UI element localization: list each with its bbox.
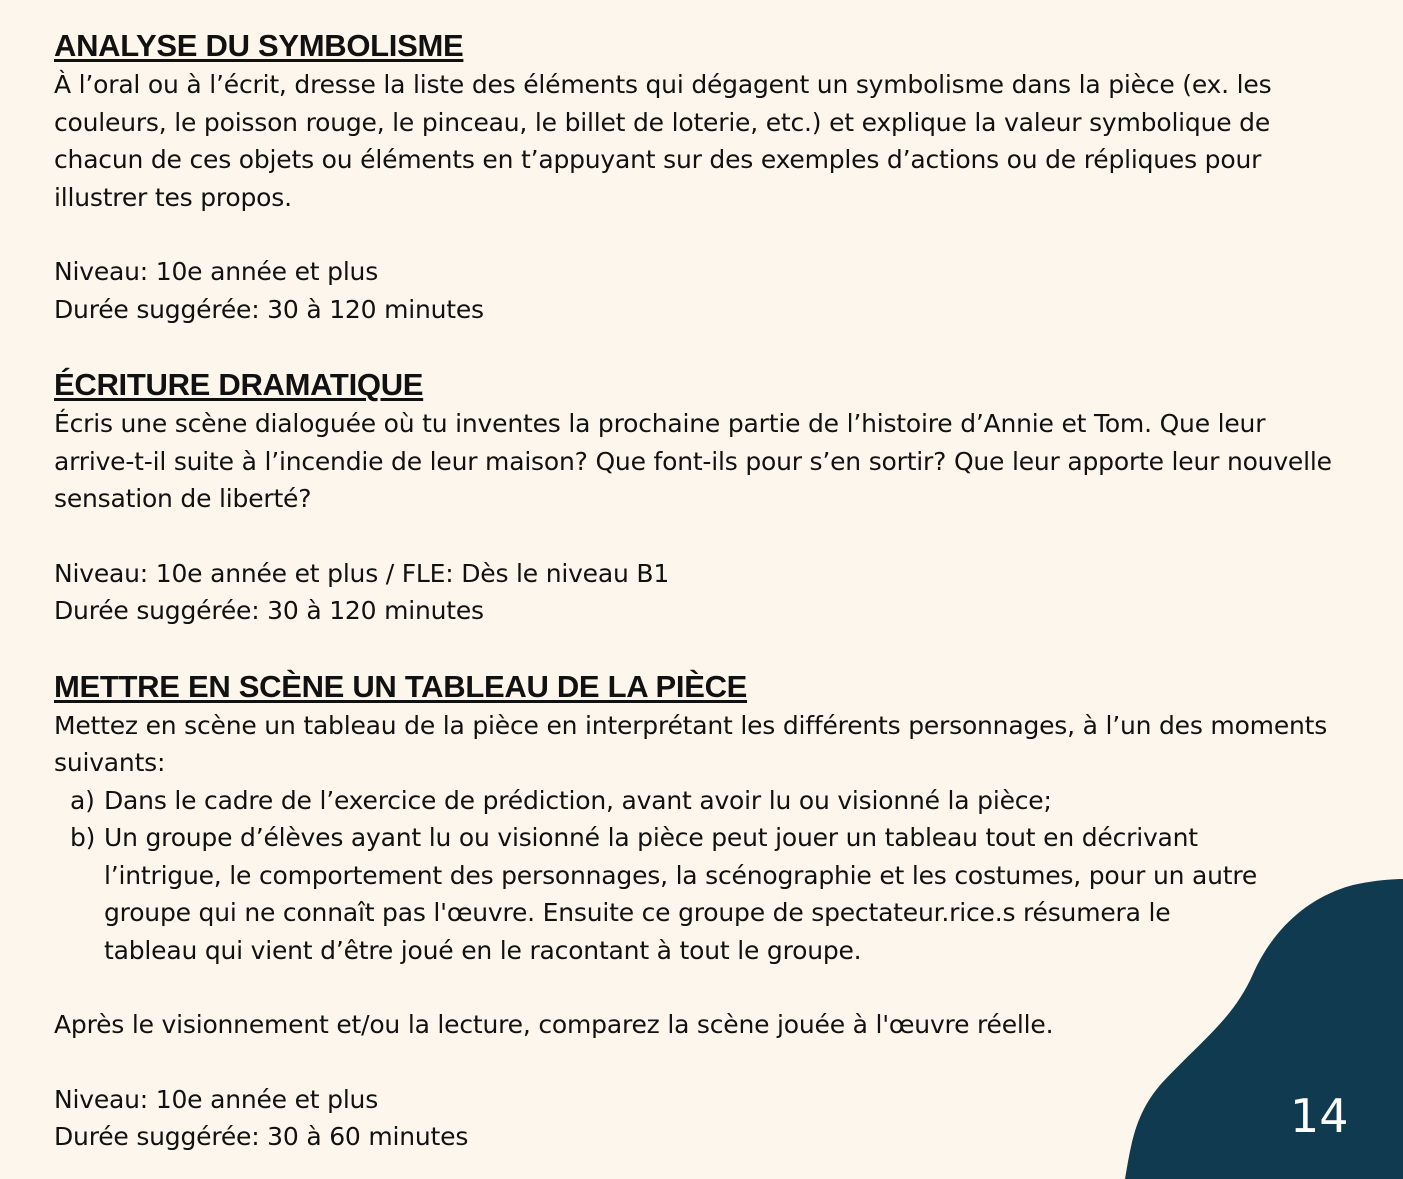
spacer xyxy=(54,518,1344,555)
duree-ecriture: Durée suggérée: 30 à 120 minutes xyxy=(54,596,484,625)
spacer xyxy=(54,630,1344,667)
list-marker-a: a) xyxy=(70,785,95,815)
niveau-mise-en-scene: Niveau: 10e année et plus xyxy=(54,1084,379,1114)
after-text: Après le visionnement et/ou la lecture, comparez la scène jouée à l'œuvre réelle. xyxy=(54,1010,1054,1039)
spacer xyxy=(54,328,1344,365)
corner-blob-shape xyxy=(1125,879,1403,1179)
section-title-ecriture: ÉCRITURE DRAMATIQUE xyxy=(54,367,424,402)
decorative-corner-blob xyxy=(1113,879,1403,1179)
section-title-symbolisme: ANALYSE DU SYMBOLISME xyxy=(54,28,464,63)
niveau-ecriture: Niveau: 10e année et plus / FLE: Dès le niveau B1 xyxy=(54,558,670,588)
section-body-symbolisme: À l’oral ou à l’écrit, dresse la liste des éléments qui dégagent un symbolisme dans la pièce (ex. les couleurs, le poisson rouge, le pinceau, le billet de loterie, etc.) et explique la valeur symbolique de chacun de ces objets ou éléments en t’appuyant sur des exemples d’actions ou de répliques pour illustrer tes propos. xyxy=(54,70,1272,212)
section-body-mise-en-scene: Mettez en scène un tableau de la pièce en interprétant les différents personnages, à l’un des moments suivants: xyxy=(54,710,1328,777)
duree-symbolisme: Durée suggérée: 30 à 120 minutes xyxy=(54,294,484,324)
list-item-text-b: Un groupe d’élèves ayant lu ou visionné la pièce peut jouer un tableau tout en décrivant l’intrigue, le comportement des personnages, la scénographie et les costumes, pour un autre groupe qui ne connaît pas l'œuvre. Ensuite ce groupe de spectateur.rice.s résumera le tableau qui vient d’être joué en le racontant à tout le groupe. xyxy=(104,823,1258,965)
niveau-symbolisme: Niveau: 10e année et plus xyxy=(54,257,379,286)
page-number: 14 xyxy=(1290,1089,1349,1143)
duree-mise-en-scene: Durée suggérée: 30 à 60 minutes xyxy=(54,1122,469,1151)
list-marker-b: b) xyxy=(70,823,96,852)
list-item-text-a: Dans le cadre de l’exercice de prédiction, avant avoir lu ou visionné la pièce; xyxy=(104,785,1052,815)
section-body-ecriture: Écris une scène dialoguée où tu inventes la prochaine partie de l’histoire d’Annie et Tom. Que leur arrive-t-il suite à l’incendie de leur maison? Que font-ils pour s’en sortir? Que leur apporte leur nouvelle sensation de liberté? xyxy=(54,409,1332,513)
section-title-mise-en-scene: METTRE EN SCÈNE UN TABLEAU DE LA PIÈCE xyxy=(54,668,748,704)
spacer xyxy=(54,216,1344,253)
list-item xyxy=(54,782,1344,820)
